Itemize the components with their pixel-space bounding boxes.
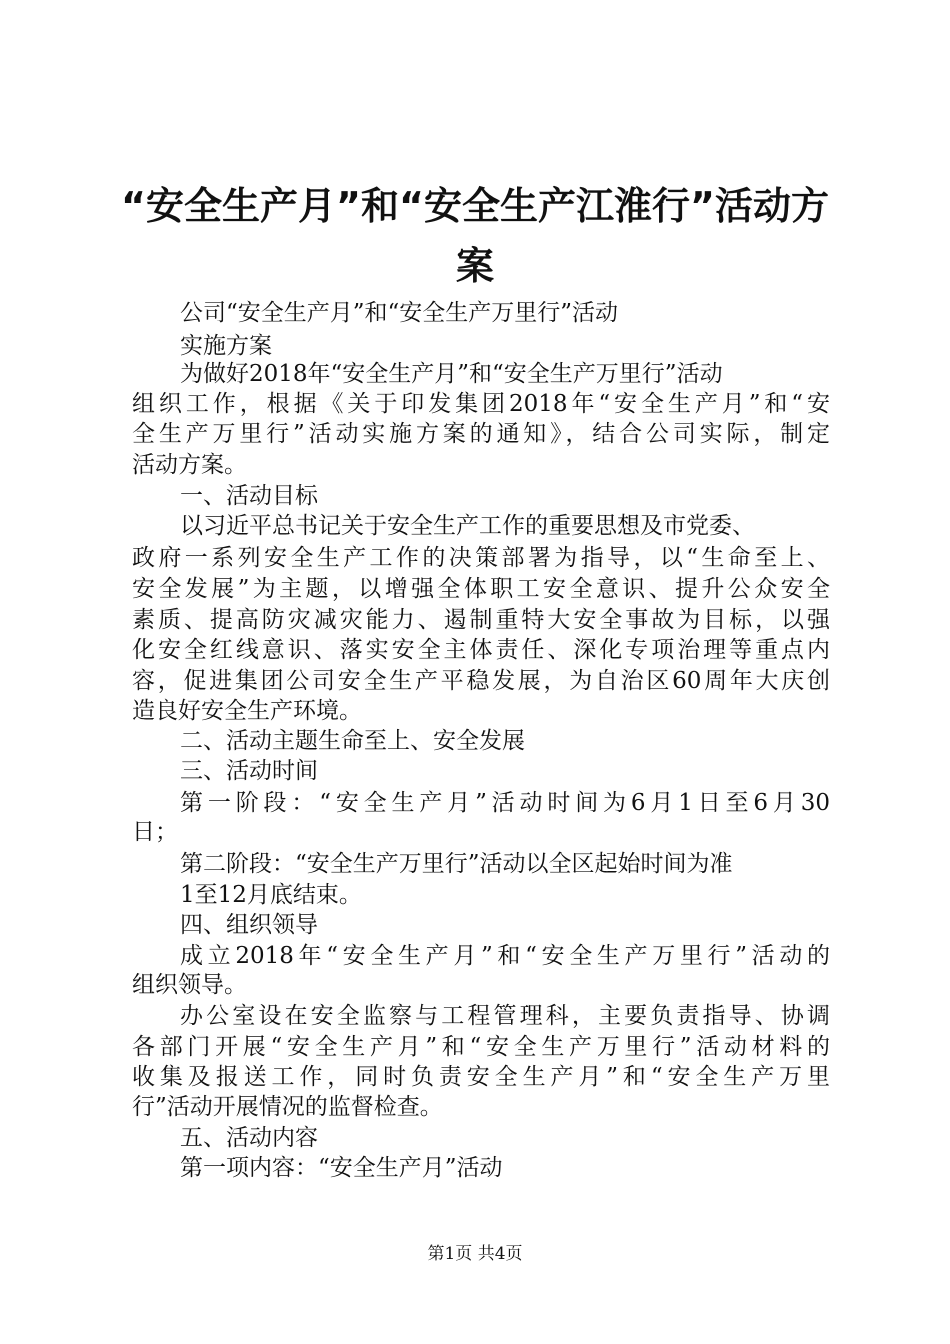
paragraph-line: 以习近平总书记关于安全生产工作的重要思想及市党委、	[180, 513, 755, 539]
subtitle-line: 实施方案	[180, 333, 272, 359]
document-title-line-1: “安全生产月”和“安全生产江淮行”活动方	[121, 184, 829, 228]
paragraph-line: 第一项内容：“安全生产月”活动	[180, 1155, 503, 1181]
paragraph-line: 造良好安全生产环境。	[132, 698, 362, 724]
page-footer: 第1页 共4页	[427, 1244, 523, 1264]
document-title-line-2: 案	[455, 244, 494, 288]
paragraph-line: 素质、提高防灾减灾能力、遏制重特大安全事故为目标，以强	[132, 607, 830, 633]
paragraph-line: 全生产万里行”活动实施方案的通知》，结合公司实际，制定	[132, 421, 830, 447]
paragraph-line: 容，促进集团公司安全生产平稳发展，为自治区60周年大庆创	[132, 668, 830, 694]
paragraph-line: 第一阶段：“安全生产月”活动时间为6月1日至6月30	[180, 790, 830, 816]
paragraph-line: 1至12月底结束。	[180, 882, 362, 908]
paragraph-line: 组织工作，根据《关于印发集团2018年“安全生产月”和“安	[132, 391, 830, 417]
section-heading: 五、活动内容	[180, 1125, 318, 1151]
section-heading: 四、组织领导	[180, 912, 318, 938]
paragraph-line: 安全发展”为主题，以增强全体职工安全意识、提升公众安全	[132, 576, 830, 602]
section-heading: 三、活动时间	[180, 758, 318, 784]
paragraph-line: 活动方案。	[132, 452, 247, 478]
paragraph-line: 行”活动开展情况的监督检查。	[132, 1094, 443, 1120]
paragraph-line: 各部门开展“安全生产月”和“安全生产万里行”活动材料的	[132, 1034, 830, 1060]
section-heading: 二、活动主题生命至上、安全发展	[180, 728, 525, 754]
paragraph-line: 收集及报送工作，同时负责安全生产月”和“安全生产万里	[132, 1064, 830, 1090]
subtitle-line: 公司“安全生产月”和“安全生产万里行”活动	[180, 300, 619, 326]
paragraph-line: 成立2018年“安全生产月”和“安全生产万里行”活动的	[180, 943, 830, 969]
paragraph-line: 组织领导。	[132, 972, 247, 998]
paragraph-line: 政府一系列安全生产工作的决策部署为指导，以“生命至上、	[132, 545, 830, 571]
paragraph-line: 为做好2018年“安全生产月”和“安全生产万里行”活动	[180, 361, 723, 387]
section-heading: 一、活动目标	[180, 483, 318, 509]
paragraph-line: 日；	[132, 819, 178, 845]
paragraph-line: 化安全红线意识、落实安全主体责任、深化专项治理等重点内	[132, 637, 830, 663]
paragraph-line: 办公室设在安全监察与工程管理科，主要负责指导、协调	[180, 1003, 830, 1029]
paragraph-line: 第二阶段：“安全生产万里行”活动以全区起始时间为准	[180, 851, 733, 877]
